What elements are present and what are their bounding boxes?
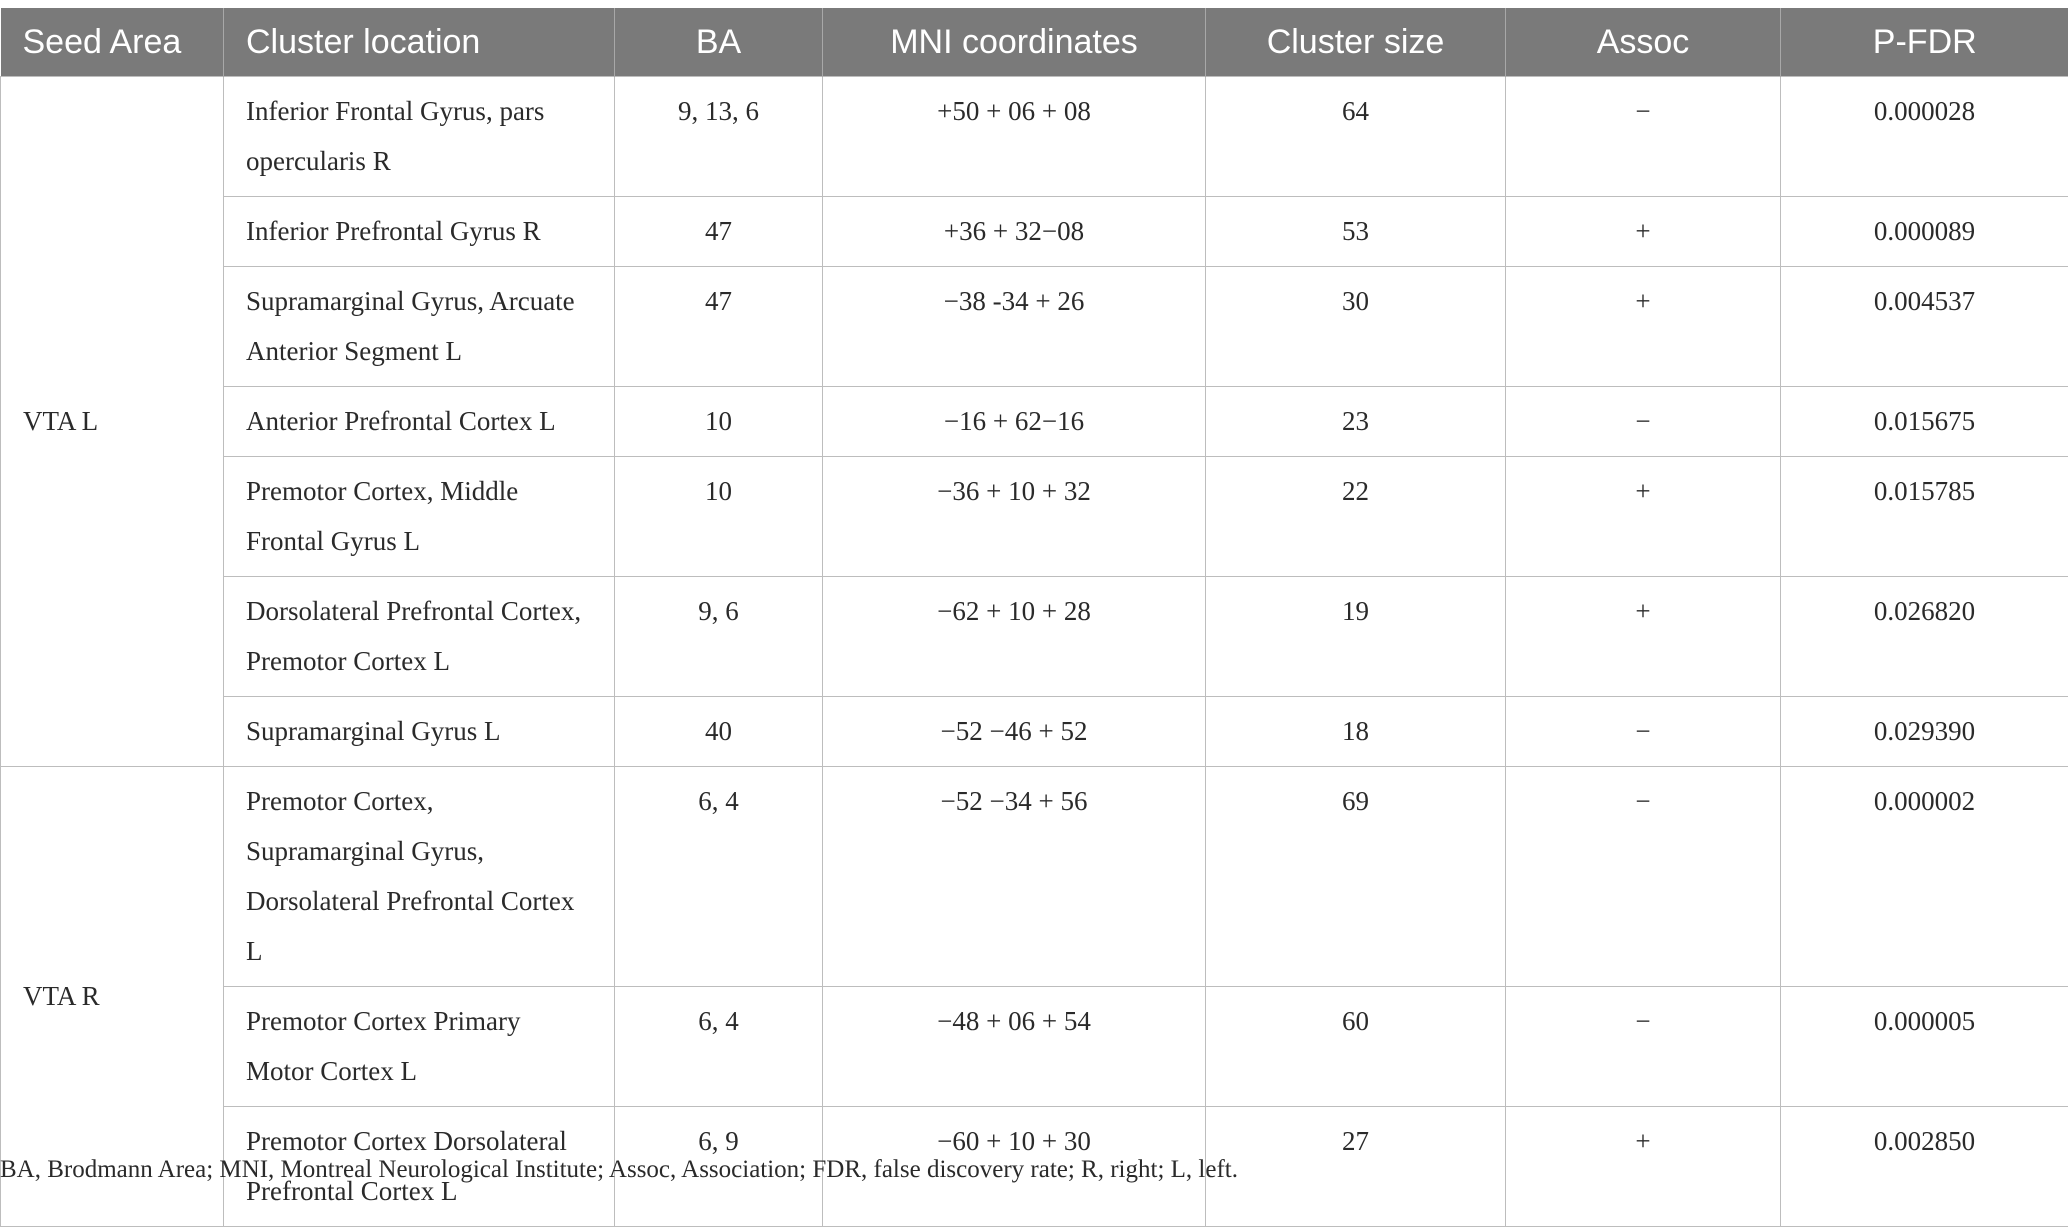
assoc-cell: + [1506, 267, 1781, 387]
ba-cell: 9, 13, 6 [615, 77, 823, 197]
header-cluster-location: Cluster location [224, 8, 615, 77]
assoc-cell: − [1506, 77, 1781, 197]
cluster-location-cell: Premotor Cortex Dorsolateral Prefrontal Cortex L [224, 1107, 615, 1227]
p-fdr-cell: 0.004537 [1781, 267, 2068, 387]
p-fdr-cell: 0.000089 [1781, 197, 2068, 267]
cluster-size-cell: 30 [1206, 267, 1506, 387]
header-row [1, 8, 2068, 77]
assoc-cell: + [1506, 1107, 1781, 1227]
assoc-cell: − [1506, 767, 1781, 987]
mni-cell: −38 -34 + 26 [823, 267, 1206, 387]
cluster-size-cell: 18 [1206, 697, 1506, 767]
ba-cell: 6, 4 [615, 987, 823, 1107]
p-fdr-cell: 0.000005 [1781, 987, 2068, 1107]
seed-area-cell: VTA L [1, 77, 224, 767]
mni-cell: −48 + 06 + 54 [823, 987, 1206, 1107]
table-header [1, 8, 2068, 77]
table-row [1, 77, 2068, 197]
cluster-location-cell: Supramarginal Gyrus L [224, 697, 615, 767]
table-row [1, 267, 2068, 387]
header-ba: BA [615, 8, 823, 77]
assoc-cell: + [1506, 577, 1781, 697]
mni-cell: −36 + 10 + 32 [823, 457, 1206, 577]
ba-cell: 6, 4 [615, 767, 823, 987]
p-fdr-cell: 0.000028 [1781, 77, 2068, 197]
p-fdr-cell: 0.002850 [1781, 1107, 2068, 1227]
ba-cell: 47 [615, 267, 823, 387]
assoc-cell: − [1506, 387, 1781, 457]
cluster-size-cell: 53 [1206, 197, 1506, 267]
cluster-size-cell: 69 [1206, 767, 1506, 987]
ba-cell: 9, 6 [615, 577, 823, 697]
table-row [1, 457, 2068, 577]
table-row [1, 387, 2068, 457]
cluster-location-cell: Premotor Cortex, Supramarginal Gyrus, Dorsolateral Prefrontal Cortex L [224, 767, 615, 987]
assoc-cell: − [1506, 987, 1781, 1107]
cluster-location-cell: Dorsolateral Prefrontal Cortex, Premotor Cortex L [224, 577, 615, 697]
p-fdr-cell: 0.015675 [1781, 387, 2068, 457]
mni-cell: +50 + 06 + 08 [823, 77, 1206, 197]
cluster-location-cell: Anterior Prefrontal Cortex L [224, 387, 615, 457]
p-fdr-cell: 0.000002 [1781, 767, 2068, 987]
cluster-location-cell: Inferior Frontal Gyrus, pars opercularis R [224, 77, 615, 197]
header-mni-coordinates: MNI coordinates [823, 8, 1206, 77]
mni-cell: −52 −34 + 56 [823, 767, 1206, 987]
header-assoc: Assoc [1506, 8, 1781, 77]
header-cluster-size: Cluster size [1206, 8, 1506, 77]
cluster-location-cell: Premotor Cortex, Middle Frontal Gyrus L [224, 457, 615, 577]
assoc-cell: − [1506, 697, 1781, 767]
mni-cell: −60 + 10 + 30 [823, 1107, 1206, 1227]
results-table [0, 8, 2068, 1227]
p-fdr-cell: 0.015785 [1781, 457, 2068, 577]
table-row [1, 987, 2068, 1107]
mni-cell: +36 + 32−08 [823, 197, 1206, 267]
table-footnote: BA, Brodmann Area; MNI, Montreal Neurological Institute; Assoc, Association; FDR, false discovery rate; R, right; L, left. [0, 1156, 1238, 1184]
header-p-fdr: P-FDR [1781, 8, 2068, 77]
ba-cell: 6, 9 [615, 1107, 823, 1227]
cluster-location-cell: Inferior Prefrontal Gyrus R [224, 197, 615, 267]
p-fdr-cell: 0.029390 [1781, 697, 2068, 767]
cluster-location-cell: Supramarginal Gyrus, Arcuate Anterior Segment L [224, 267, 615, 387]
cluster-size-cell: 60 [1206, 987, 1506, 1107]
cluster-size-cell: 22 [1206, 457, 1506, 577]
mni-cell: −62 + 10 + 28 [823, 577, 1206, 697]
cluster-location-cell: Premotor Cortex Primary Motor Cortex L [224, 987, 615, 1107]
p-fdr-cell: 0.026820 [1781, 577, 2068, 697]
cluster-size-cell: 19 [1206, 577, 1506, 697]
ba-cell: 10 [615, 387, 823, 457]
ba-cell: 47 [615, 197, 823, 267]
mni-cell: −52 −46 + 52 [823, 697, 1206, 767]
cluster-size-cell: 64 [1206, 77, 1506, 197]
table-row [1, 197, 2068, 267]
mni-cell: −16 + 62−16 [823, 387, 1206, 457]
cluster-size-cell: 27 [1206, 1107, 1506, 1227]
assoc-cell: + [1506, 457, 1781, 577]
assoc-cell: + [1506, 197, 1781, 267]
table-body [1, 77, 2068, 1227]
table-row [1, 577, 2068, 697]
ba-cell: 40 [615, 697, 823, 767]
ba-cell: 10 [615, 457, 823, 577]
table-row [1, 767, 2068, 987]
table-row [1, 697, 2068, 767]
results-table-container [0, 8, 2068, 1227]
header-seed-area: Seed Area [1, 8, 224, 77]
cluster-size-cell: 23 [1206, 387, 1506, 457]
seed-area-cell: VTA R [1, 767, 224, 1227]
